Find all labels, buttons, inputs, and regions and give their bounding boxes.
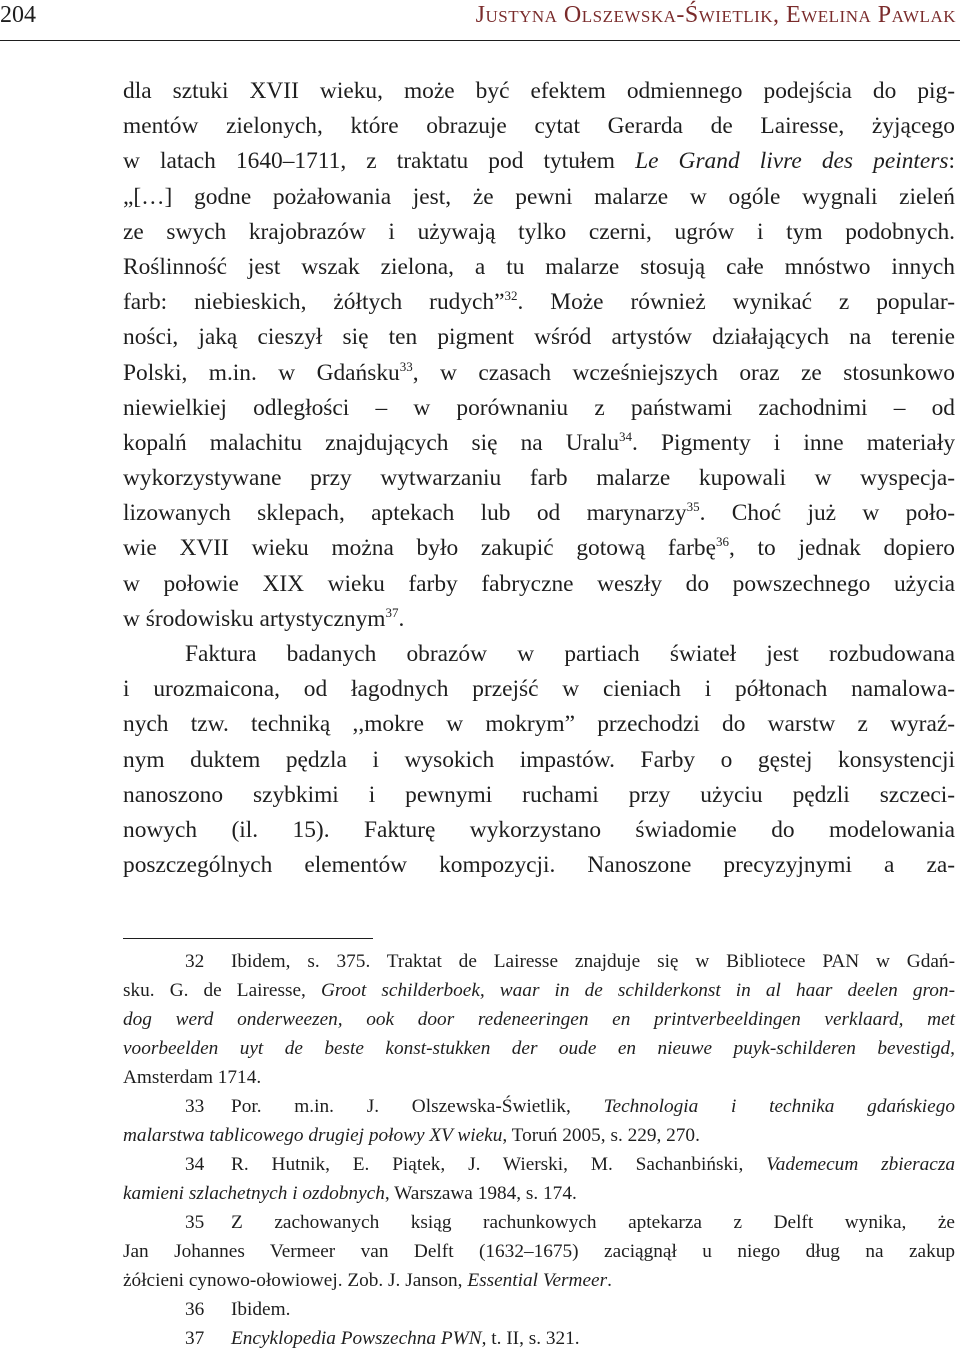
footnote-line: kamieni szlachetnych i ozdobnych, Warszawa 1984, s. 174.: [123, 1183, 577, 1204]
footnote-line: żółcieni cynowo-ołowiowej. Zob. J. Janson, Essential Vermeer.: [123, 1270, 612, 1291]
footnote-number: 33: [185, 1096, 205, 1117]
footnote-ref: 35: [686, 499, 700, 515]
footnote-line: dog werd onderweezen, ook door redeneeringen en printverbeeldingen verklaard, met: [123, 1009, 955, 1030]
main-text: [123, 74, 955, 883]
footnote-number: 37: [185, 1328, 205, 1349]
footnote-37: 37 Encyklopedia Powszechna PWN, t. II, s. 321.: [123, 1324, 955, 1353]
page-number: 204: [0, 2, 36, 28]
footnote-number: 35: [185, 1212, 205, 1233]
text-line: poszczególnych elementów kompozycji. Nanoszone precyzyjnymi a za-: [123, 852, 955, 879]
text-line: farb: niebieskich, żółtych rudych”$^{32}$. Może również wynikać z popular-: [123, 288, 955, 316]
footnotes: [123, 947, 955, 1353]
footnote-line: Amsterdam 1714.: [123, 1067, 262, 1088]
footnote-33: 33 Por. m.in. J. Olszewska-Świetlik, Technologia i technika gdańskiego: [123, 1092, 955, 1121]
text-line: dla sztuki XVII wieku, może być efektem odmiennego podejścia do pig-: [123, 78, 955, 104]
footnote-36: 36 Ibidem.: [123, 1295, 955, 1324]
running-head: Justyna Olszewska-Świetlik, Ewelina Pawlak: [475, 2, 956, 28]
footnote-number: 36: [185, 1299, 205, 1320]
footnote-34: 34 R. Hutnik, E. Piątek, J. Wierski, M. Sachanbiński, Vademecum zbieracza: [123, 1150, 955, 1179]
footnote-line: Jan Johannes Vermeer van Delft (1632–1675) zaciągnął u niego dług na zakup: [123, 1241, 955, 1262]
footnote-line: sku. G. de Lairesse, Groot schilderboek, waar in de schilderkonst in al haar deelen gron-: [123, 980, 955, 1001]
text-line: nowych (il. 15). Fakturę wykorzystano świadomie do modelowania: [123, 816, 955, 843]
text-line: kopalń malachitu znajdujących się na Uralu$^{34}$. Pigmenty i inne materiały: [123, 428, 956, 456]
text-line: Roślinność jest wszak zielona, a tu malarze stosują całe mnóstwo innych: [123, 253, 955, 280]
text-line: w środowisku artystycznym$^{37}$.: [123, 604, 405, 632]
text-line: w połowie XIX wieku farby fabryczne weszły do powszechnego użycia: [123, 570, 955, 597]
book-title: Le Grand livre des peinters: [635, 148, 949, 175]
text-line: nanoszono szybkimi i pewnymi ruchami przy użyciu pędzli szczeci-: [123, 781, 955, 808]
text-line: ze swych krajobrazów i używają tylko czerni, ugrów i tym podobnych.: [123, 218, 955, 245]
text-line: wykorzystywane przy wytwarzaniu farb malarze kupowali w wyspecja-: [123, 465, 955, 492]
text-line: ności, jaką cieszył się ten pigment wśród artystów działających na terenie: [123, 324, 955, 351]
footnote-ref: 33: [399, 358, 413, 374]
footnote-35: 35 Z zachowanych ksiąg rachunkowych aptekarza z Delft wynika, że: [123, 1208, 955, 1237]
text-line: lizowanych sklepach, aptekach lub od marynarzy$^{35}$. Choć już w poło-: [123, 499, 955, 527]
footnote-ref: 37: [385, 604, 399, 620]
footnote-32: 32 Ibidem, s. 375. Traktat de Lairesse znajduje się w Bibliotece PAN w Gdań-: [123, 947, 955, 976]
text-line: i urozmaicona, od łagodnych przejść w cieniach i półtonach namalowa-: [123, 676, 955, 703]
text-line: wie XVII wieku można było zakupić gotową farbę$^{36}$, to jednak dopiero: [123, 534, 955, 562]
text-line: nym duktem pędzla i wysokich impastów. Farby o gęstej konsystencji: [123, 746, 955, 773]
footnote-ref: 34: [619, 428, 633, 444]
text-line: Faktura badanych obrazów w partiach świateł jest rozbudowana: [185, 641, 955, 667]
text-line: niewielkiej odległości – w porównaniu z państwami zachodnimi – od: [123, 394, 955, 421]
header-rule: [0, 40, 960, 41]
footnote-separator: [123, 938, 373, 939]
text-line: w latach 1640–1711, z traktatu pod tytułem Le Grand livre des peinters:: [123, 148, 955, 175]
footnote-ref: 36: [715, 534, 729, 550]
text-line: nych tzw. techniką ,,mokre w mokrym” przechodzi do warstw z wyraź-: [123, 711, 955, 738]
page-header: [0, 0, 960, 40]
footnote-number: 32: [185, 951, 205, 972]
footnote-line: malarstwa tablicowego drugiej połowy XV wieku, Toruń 2005, s. 229, 270.: [123, 1125, 700, 1146]
text-line: Polski, m.in. w Gdańsku$^{33}$, w czasach wcześniejszych oraz ze stosunkowo: [123, 358, 955, 386]
footnote-number: 34: [185, 1154, 205, 1175]
text-line: mentów zielonych, które obrazuje cytat Gerarda de Lairesse, żyjącego: [123, 113, 955, 140]
footnote-line: voorbeelden uyt de beste konst-stukken der oude en nieuwe puyk-schilderen bevestigd,: [123, 1038, 955, 1059]
footnote-ref: 32: [504, 288, 518, 304]
text-line: „[…] godne pożałowania jest, że pewni malarze w ogóle wygnali zieleń: [123, 183, 955, 210]
